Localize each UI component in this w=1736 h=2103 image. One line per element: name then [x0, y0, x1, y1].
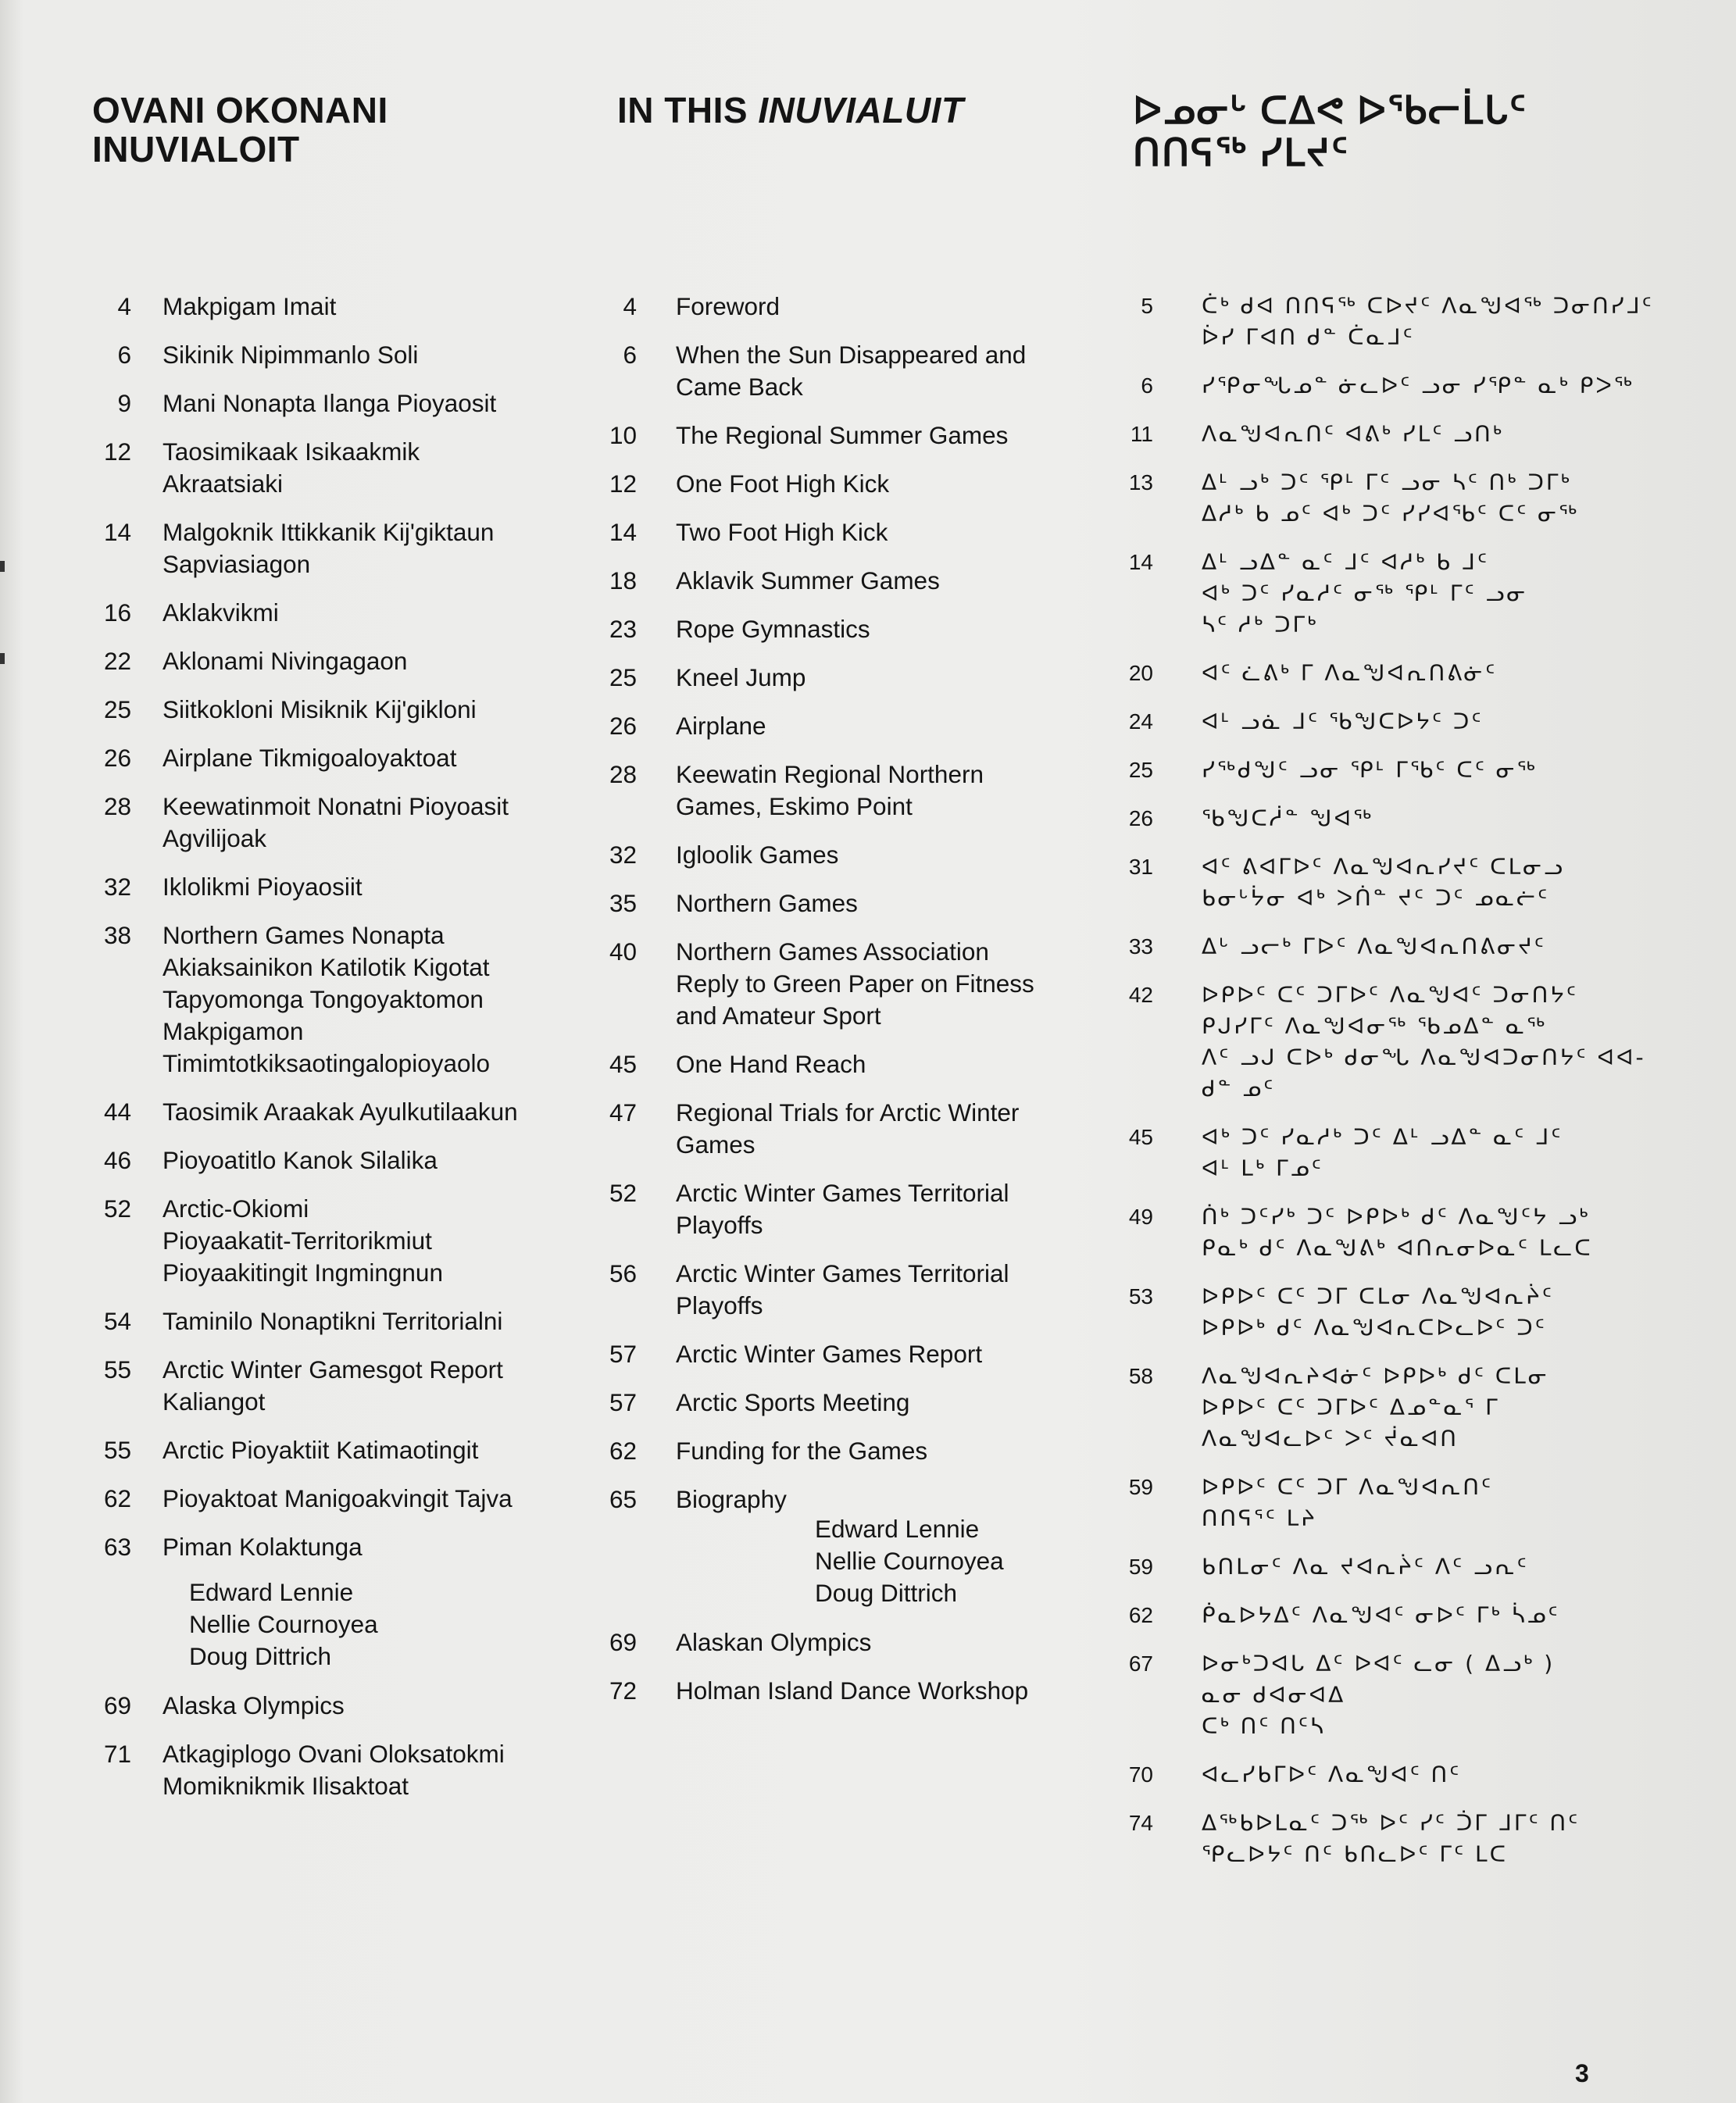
entry-page-number: 42 [1128, 983, 1153, 1007]
contents-entry [1109, 1361, 1703, 1455]
contents-entry [1109, 291, 1703, 353]
entry-title: Kneel Jump [676, 663, 806, 691]
entry-title: ᐱᓇᖑᐊᕆᑎᑦ ᐊᕕᒃ ᓯᒪᑦ ᓗᑎᒃ [1202, 421, 1505, 447]
entry-page-number: 11 [1130, 422, 1153, 446]
entry-page-number: 23 [609, 615, 637, 643]
entry-page-number: 26 [1128, 806, 1153, 830]
scan-edge-mark [0, 561, 5, 572]
contents-entry [1109, 1122, 1703, 1184]
contents-entry [602, 468, 1117, 500]
entry-title: Taosimik Araakak Ayulkutilaakun [163, 1098, 518, 1126]
entry-title: ᖃᖑᑕᓲᓐ ᖑᐊᖅ [1202, 805, 1374, 831]
contents-column-syllabics [1109, 291, 1703, 1887]
entry-title: ᐊᑦ ᓛᕕᒃ ᒥ ᐱᓇᖑᐊᕆᑎᕕᓃᑦ [1202, 660, 1498, 686]
entry-title: Malgoknik Ittikkanik Kij'giktaun Sapviasiagon [163, 518, 495, 578]
entry-title: The Regional Summer Games [676, 421, 1009, 449]
entry-page-number: 28 [609, 760, 637, 788]
contents-entry [1109, 1600, 1703, 1631]
entry-title: Airplane [676, 712, 766, 740]
entry-page-number: 16 [103, 598, 131, 627]
entry-page-number: 12 [103, 437, 131, 466]
contents-entry [602, 420, 1117, 452]
heading-line: ᐅᓄᓂᒡ ᑕᐃᕙ ᐅᖃᓕᒫᒐᑦ [1133, 91, 1527, 132]
entry-page-number: 6 [1141, 373, 1153, 398]
contents-entry [1109, 852, 1703, 914]
entry-title: ᓯᕿᓂᖓᓄᓐ ᓃᓚᐅᑦ ᓗᓂ ᓯᕿᓐ ᓇᒃ ᑭᐳᖅ [1202, 373, 1634, 398]
contents-entry [1109, 658, 1703, 689]
entry-page-number: 14 [103, 518, 131, 546]
entry-title: Arctic Pioyaktiit Katimaotingit [163, 1436, 479, 1464]
entry-title: Keewatinmoit Nonatni Pioyoasit Agvilijoak [163, 792, 509, 852]
entry-page-number: 69 [609, 1628, 637, 1656]
entry-page-number: 4 [623, 292, 637, 320]
entry-page-number: 35 [609, 889, 637, 917]
entry-page-number: 70 [1128, 1762, 1153, 1787]
entry-page-number: 63 [103, 1533, 131, 1561]
entry-page-number: 6 [117, 341, 131, 369]
entry-title: ᑮᓇᐅᔭᐃᑦ ᐱᓇᖑᐊᑦ ᓂᐅᑦ ᒥᒃ ᓵᓄᑦ [1202, 1602, 1560, 1628]
entry-title: Igloolik Games [676, 841, 839, 869]
entry-title: Arctic Winter Games Territorial Playoffs [676, 1179, 1009, 1239]
contents-entry [1109, 1472, 1703, 1534]
entry-page-number: 62 [103, 1484, 131, 1512]
entry-page-number: 62 [609, 1437, 637, 1465]
contents-entry [86, 1434, 586, 1466]
entry-page-number: 52 [103, 1194, 131, 1223]
entry-page-number: 62 [1128, 1603, 1153, 1627]
entry-page-number: 13 [1128, 470, 1153, 495]
entry-page-number: 14 [609, 518, 637, 546]
contents-entry [86, 339, 586, 371]
entry-title: ᐊᒃ ᑐᑦ ᓯᓇᓱᒃ ᑐᑦ ᐃᒻ ᓗᐃᓐ ᓇᑦ ᒧᑦ ᐊᒻ ᒪᒃ ᒥᓄᑦ [1202, 1124, 1563, 1181]
entry-page-number: 59 [1128, 1555, 1153, 1579]
entry-title: ᐃᒻ ᓗᒃ ᑐᑦ ᕿᒻ ᒥᑦ ᓗᓂ ᓴᑦ ᑎᒃ ᑐᒥᒃ ᐃᓱᒃ ᑲ ᓄᑦ ᐊᒃ ᑐᑦ ᓯᓯᐊᖃᑦ ᑕᑦ ᓂᖅ [1202, 470, 1580, 527]
contents-entry [86, 1690, 586, 1722]
entry-page-number: 47 [609, 1098, 637, 1126]
entry-title: Arctic Sports Meeting [676, 1388, 910, 1416]
contents-entry [86, 291, 586, 323]
entry-page-number: 20 [1128, 661, 1153, 685]
entry-title: Northern Games [676, 889, 858, 917]
entry-page-number: 5 [1141, 294, 1153, 318]
heading-line: ᑎᑎᕋᖅ ᓯᒪᔪᑦ [1133, 133, 1349, 174]
entry-title: Siitkokloni Misiknik Kij'gikloni [163, 695, 477, 723]
contents-entry [1109, 547, 1703, 641]
heading-inuvialuktun [92, 91, 388, 169]
entry-page-number: 49 [1128, 1205, 1153, 1229]
entry-title: Arctic Winter Gamesgot Report Kaliangot [163, 1355, 503, 1416]
entry-page-number: 52 [609, 1179, 637, 1207]
contents-entry [602, 339, 1117, 403]
entry-title: Aklavik Summer Games [676, 566, 940, 594]
entry-title: Rope Gymnastics [676, 615, 870, 643]
entry-title: Keewatin Regional Northern Games, Eskimo Point [676, 760, 984, 820]
entry-title: Aklonami Nivingagaon [163, 647, 408, 675]
entry-page-number: 55 [103, 1436, 131, 1464]
entry-page-number: 44 [103, 1098, 131, 1126]
entry-title: ᐊᒻ ᓗᓈ ᒧᑦ ᖃᖑᑕᐅᔭᑦ ᑐᑦ [1202, 709, 1484, 734]
entry-title: Northern Games Nonapta Akiaksainikon Katilotik Kigotat Tapyomonga Tongoyaktomon Makpigamon Timimtotkiksaotingalopioyaolo [163, 921, 491, 1077]
entry-page-number: 6 [623, 341, 637, 369]
heading-syllabics [1133, 91, 1527, 175]
entry-page-number: 4 [117, 292, 131, 320]
entry-page-number: 72 [609, 1676, 637, 1705]
heading-english [617, 91, 963, 130]
contents-entry [1109, 755, 1703, 786]
entry-page-number: 53 [1128, 1284, 1153, 1309]
entry-title: ᐊᓚᓯᑲᒥᐅᑦ ᐱᓇᖑᐊᑦ ᑎᑦ [1202, 1762, 1462, 1787]
entry-title: Sikinik Nipimmanlo Soli [163, 341, 419, 369]
heading-line: INUVIALOIT [92, 129, 300, 170]
contents-entry [602, 1675, 1117, 1707]
contents-entry [602, 1338, 1117, 1370]
contents-entry [602, 1048, 1117, 1080]
entry-title: Aklakvikmi [163, 598, 279, 627]
contents-entry [86, 1305, 586, 1337]
contents-entry [1109, 1759, 1703, 1791]
contents-column-inuvialuktun [86, 291, 586, 1819]
entry-title: Two Foot High Kick [676, 518, 888, 546]
entry-title: ᐅᑭᐅᑦ ᑕᑦ ᑐᒥᐅᑦ ᐱᓇᖑᐊᑦ ᑐᓂᑎᔭᑦ ᑭᒍᓯᒥᑦ ᐱᓇᖑᐊᓂᖅ ᖃᓄᐃᓐ ᓇᖅ ᐱᑦ ᓗᒍ ᑕᐅᒃ ᑯᓂᖓ ᐱᓇᖑᐊᑐᓂᑎᔭᑦ ᐊᐊ- ᑯᓐ ᓄᑦ [1202, 982, 1646, 1101]
entry-page-number: 31 [1128, 855, 1153, 879]
entry-page-number: 32 [103, 873, 131, 901]
entry-page-number: 24 [1128, 709, 1153, 734]
entry-title: Funding for the Games [676, 1437, 928, 1465]
entry-title: ᓯᖅᑯᖑᑦ ᓗᓂ ᕿᒻ ᒥᖃᑦ ᑕᑦ ᓂᖅ [1202, 757, 1538, 783]
contents-entry [1109, 419, 1703, 450]
entry-page-number: 14 [1128, 550, 1153, 574]
entry-title: ᐱᓇᖑᐊᕆᔨᐊᓃᑦ ᐅᑭᐅᒃ ᑯᑦ ᑕᒪᓂ ᐅᑭᐅᑦ ᑕᑦ ᑐᒥᐅᑦ ᐃᓄᓐᓇᕐ ᒥ ᐱᓇᖑᐊᓚᐅᑦ ᐳᑦ ᔫᓇᐊᑎ [1202, 1363, 1549, 1451]
contents-entry [602, 1177, 1117, 1241]
entry-title: ᐅᓂᒃᑐᐊᒐ ᐃᑦ ᐅᐊᑦ ᓚᓂ ( ᐃᓗᒃ ) ᓇᓂ ᑯᐊᓂᐊᐃ ᑕᒃ ᑎᑦ ᑎᑦᓴ [1202, 1651, 1556, 1739]
entry-page-number: 67 [1128, 1651, 1153, 1676]
entry-title: Taosimikaak Isikaakmik Akraatsiaki [163, 437, 420, 498]
entry-title: ᐃᒡ ᓗᓕᒃ ᒥᐅᑦ ᐱᓇᖑᐊᕆᑎᕕᓂᔪᑦ [1202, 934, 1546, 959]
contents-entry [86, 694, 586, 726]
contents-entry [86, 387, 586, 420]
heading-regular: IN THIS [617, 90, 759, 130]
entry-title: Airplane Tikmigoaloyaktoat [163, 744, 457, 772]
entry-page-number: 57 [609, 1340, 637, 1368]
contents-entry [602, 1435, 1117, 1467]
entry-page-number: 25 [609, 663, 637, 691]
contents-entry [86, 516, 586, 580]
contents-list [86, 1690, 586, 1802]
contents-entry [86, 1738, 586, 1802]
contents-entry [86, 645, 586, 677]
entry-page-number: 65 [609, 1485, 637, 1513]
contents-entry [602, 613, 1117, 645]
contents-entry [602, 839, 1117, 871]
entry-title: Piman Kolaktunga [163, 1533, 363, 1561]
entry-page-number: 45 [1128, 1125, 1153, 1149]
contents-entry [1109, 1551, 1703, 1583]
entry-page-number: 28 [103, 792, 131, 820]
entry-page-number: 26 [103, 744, 131, 772]
entry-page-number: 38 [103, 921, 131, 949]
entry-title: Foreword [676, 292, 780, 320]
entry-page-number: 25 [1128, 758, 1153, 782]
entry-page-number: 33 [1128, 934, 1153, 959]
contents-entry [602, 1387, 1117, 1419]
entry-title: Regional Trials for Arctic Winter Games [676, 1098, 1020, 1159]
entry-title: Alaskan Olympics [676, 1628, 872, 1656]
contents-column-english [602, 291, 1117, 1723]
contents-entry [602, 710, 1117, 742]
contents-entry [602, 565, 1117, 597]
contents-entry [1109, 1808, 1703, 1870]
contents-entry [86, 1531, 586, 1563]
entry-page-number: 32 [609, 841, 637, 869]
entry-title: Pioyoatitlo Kanok Silalika [163, 1146, 438, 1174]
contents-list [602, 1626, 1117, 1707]
contents-entry [86, 742, 586, 774]
contents-entry [86, 1193, 586, 1289]
entry-title: Biography [676, 1485, 787, 1513]
contents-entry [602, 1258, 1117, 1322]
entry-page-number: 55 [103, 1355, 131, 1384]
contents-entry [602, 936, 1117, 1032]
contents-entry [602, 1484, 1117, 1516]
entry-page-number: 57 [609, 1388, 637, 1416]
entry-page-number: 12 [609, 470, 637, 498]
entry-page-number: 46 [103, 1146, 131, 1174]
page-number: 3 [1575, 2059, 1589, 2087]
entry-title: ᐅᑭᐅᑦ ᑕᑦ ᑐᒥ ᑕᒪᓂ ᐱᓇᖑᐊᕆᔩᑦ ᐅᑭᐅᒃ ᑯᑦ ᐱᓇᖑᐊᕆᑕᐅᓚᐅᑦ ᑐᑦ [1202, 1284, 1554, 1341]
contents-entry [86, 1096, 586, 1128]
heading-italic: INUVIALUIT [758, 90, 964, 130]
contents-entry [86, 597, 586, 629]
entry-title: One Hand Reach [676, 1050, 866, 1078]
entry-page-number: 25 [103, 695, 131, 723]
entry-title: Mani Nonapta Ilanga Pioyaosit [163, 389, 497, 417]
contents-entry [602, 759, 1117, 823]
contents-list [1109, 291, 1703, 1870]
entry-title: ᑲᑎᒪᓂᑦ ᐱᓇ ᔪᐊᕆᔩᑦ ᐱᑦ ᓗᕆᑦ [1202, 1554, 1529, 1580]
entry-page-number: 56 [609, 1259, 637, 1287]
entry-page-number: 45 [609, 1050, 637, 1078]
entry-title: ᐅᑭᐅᑦ ᑕᑦ ᑐᒥ ᐱᓇᖑᐊᕆᑎᑦ ᑎᑎᕋᕐᑦ ᒪᔨ [1202, 1474, 1494, 1531]
contents-entry [86, 871, 586, 903]
contents-entry [602, 1626, 1117, 1658]
entry-title: Atkagiplogo Ovani Oloksatokmi Momiknikmik Ilisaktoat [163, 1740, 505, 1800]
entry-title: Arctic Winter Games Report [676, 1340, 983, 1368]
contents-entry [1109, 931, 1703, 962]
contents-entry [602, 1097, 1117, 1161]
contents-entry [1109, 980, 1703, 1105]
entry-title: Makpigam Imait [163, 292, 337, 320]
entry-title: ᑖᒃ ᑯᐊ ᑎᑎᕋᖅ ᑕᐅᔪᑦ ᐱᓇᖑᐊᖅ ᑐᓂᑎᓯᒧᑦ ᐆᓯ ᒥᐊᑎ ᑯᓐ ᑖᓇᒧᑦ [1202, 293, 1654, 350]
contents-entry [1109, 1281, 1703, 1344]
entry-title: Arctic Winter Games Territorial Playoffs [676, 1259, 1009, 1319]
contents-entry [602, 516, 1117, 548]
entry-title: ᐊᑦ ᕕᐊᒥᐅᑦ ᐱᓇᖑᐊᕆᓯᔪᑦ ᑕᒪᓂᓗ ᑲᓂᒡᔮᓂ ᐊᒃ ᐳᑏᓐ ᔪᑦ ᑐᑦ ᓄᓇᓖᑦ [1202, 854, 1565, 911]
entry-title: Holman Island Dance Workshop [676, 1676, 1029, 1705]
entry-title: When the Sun Disappeared and Came Back [676, 341, 1027, 401]
contents-list [602, 291, 1117, 1516]
contents-entry [1109, 1648, 1703, 1742]
contents-entry [602, 291, 1117, 323]
biography-names: Edward Lennie Nellie Cournoyea Doug Dittrich [815, 1515, 1004, 1607]
entry-title: Alaska Olympics [163, 1691, 345, 1719]
contents-entry [1109, 1201, 1703, 1264]
entry-page-number: 9 [117, 389, 131, 417]
contents-entry [86, 791, 586, 855]
scan-edge-mark [0, 653, 5, 664]
entry-page-number: 58 [1128, 1364, 1153, 1388]
contents-entry [1109, 467, 1703, 530]
contents-entry [86, 1144, 586, 1176]
entry-page-number: 40 [609, 937, 637, 966]
entry-page-number: 69 [103, 1691, 131, 1719]
entry-title: Pioyaktoat Manigoakvingit Tajva [163, 1484, 513, 1512]
contents-entry [602, 887, 1117, 919]
contents-entry [602, 662, 1117, 694]
entry-title: Taminilo Nonaptikni Territorialni [163, 1307, 503, 1335]
biography-names: Edward Lennie Nellie Cournoyea Doug Dittrich [189, 1578, 378, 1670]
entry-page-number: 26 [609, 712, 637, 740]
contents-entry [1109, 803, 1703, 834]
entry-page-number: 54 [103, 1307, 131, 1335]
entry-title: Iklolikmi Pioyaosiit [163, 873, 363, 901]
contents-entry [86, 1483, 586, 1515]
entry-page-number: 71 [103, 1740, 131, 1768]
entry-title: ᐃᒻ ᓗᐃᓐ ᓇᑦ ᒧᑦ ᐊᓱᒃ ᑲ ᒧᑦ ᐊᒃ ᑐᑦ ᓯᓇᓱᑦ ᓂᖅ ᕿᒻ ᒥᑦ ᓗᓂ ᓴᑦ ᓱᒃ ᑐᒥᒃ [1202, 549, 1528, 637]
entry-title: ᑏᒃ ᑐᑦᓯᒃ ᑐᑦ ᐅᑭᐅᒃ ᑯᑦ ᐱᓇᖑᑦᔭ ᓗᒃ ᑭᓇᒃ ᑯᑦ ᐱᓇᖑᕕᒃ ᐊᑎᕆᓂᐅᓇᑦ ᒪᓚᑕ [1202, 1204, 1593, 1261]
entry-page-number: 59 [1128, 1475, 1153, 1499]
contents-entry [86, 919, 586, 1080]
entry-title: Arctic-Okiomi Pioyaakatit-Territorikmiut Pioyaakitingit Ingmingnun [163, 1194, 443, 1287]
contents-entry [86, 436, 586, 500]
entry-title: One Foot High Kick [676, 470, 890, 498]
contents-entry [1109, 706, 1703, 737]
entry-page-number: 10 [609, 421, 637, 449]
entry-title: ᐃᖅᑲᐅᒪᓇᑦ ᑐᖅ ᐅᑦ ᓯᑦ ᑑᒥ ᒧᒥᑦ ᑎᑦ ᕿᓚᐅᔭᑦ ᑎᑦ ᑲᑎᓚᐅᑦ ᒥᑦ ᒪᑕ [1202, 1810, 1581, 1867]
contents-entry [86, 1354, 586, 1418]
contents-list [86, 291, 586, 1563]
contents-entry [1109, 370, 1703, 402]
entry-title: Northern Games Association Reply to Green Paper on Fitness and Amateur Sport [676, 937, 1034, 1030]
entry-page-number: 22 [103, 647, 131, 675]
heading-line: OVANI OKONANI [92, 90, 388, 130]
entry-page-number: 74 [1128, 1811, 1153, 1835]
entry-page-number: 18 [609, 566, 637, 594]
